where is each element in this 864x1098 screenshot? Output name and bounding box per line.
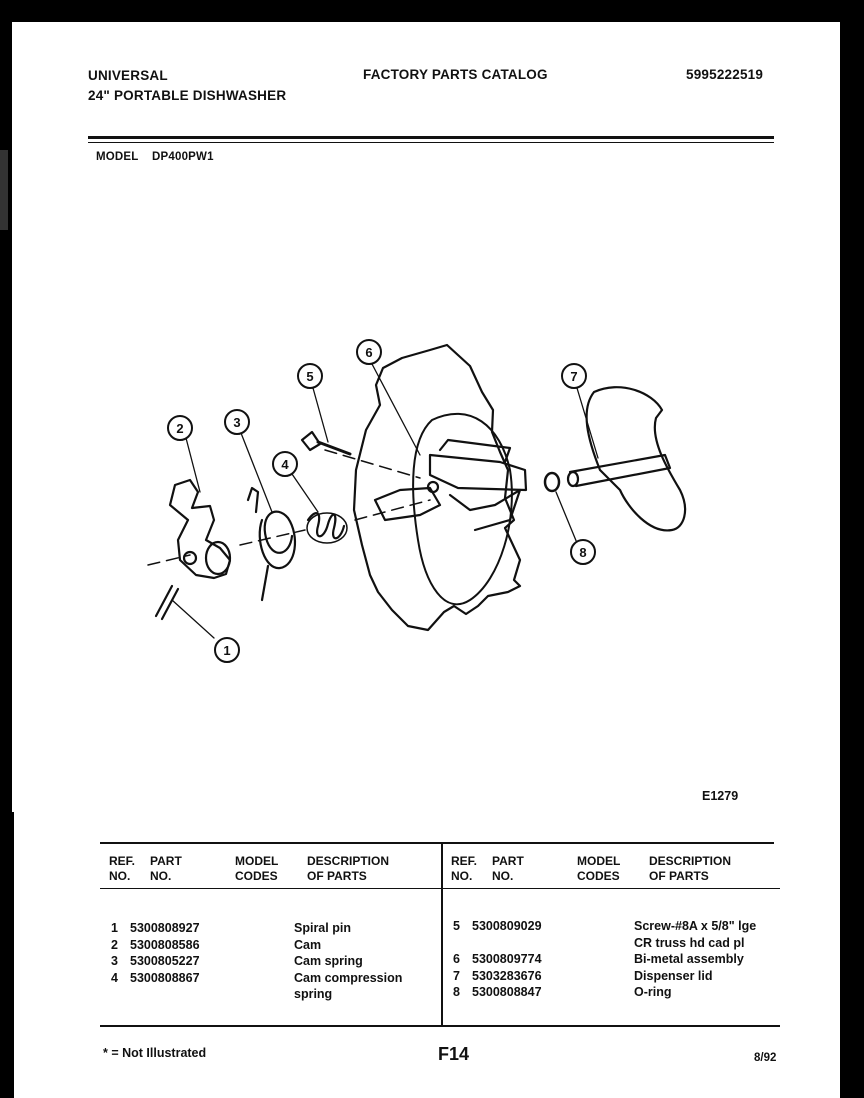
col-model-right: MODEL CODES bbox=[577, 854, 621, 883]
table-cell: 5300805227 bbox=[130, 954, 200, 968]
o-ring bbox=[545, 473, 559, 491]
cam-pin-hole bbox=[184, 552, 196, 564]
callout-label-8: 8 bbox=[579, 545, 587, 560]
bimetal-bracket bbox=[375, 488, 440, 520]
brand-name: UNIVERSAL bbox=[88, 68, 168, 83]
product-name: 24" PORTABLE DISHWASHER bbox=[88, 88, 287, 103]
table-cell: 4 bbox=[111, 970, 118, 985]
revision-date: 8/92 bbox=[754, 1052, 777, 1064]
model-label: MODEL bbox=[96, 151, 139, 163]
table-cell: CR truss hd cad pl bbox=[634, 935, 745, 950]
callout-label-7: 7 bbox=[570, 369, 578, 384]
table-cell: 5300808927 bbox=[130, 921, 200, 935]
table-cell: Screw-#8A x 5/8" lge bbox=[634, 919, 757, 933]
table-cell: Cam bbox=[294, 937, 322, 952]
leader-6 bbox=[372, 364, 420, 455]
lid-pin-end bbox=[568, 472, 578, 486]
model-number: DP400PW1 bbox=[152, 151, 214, 163]
cam-spring-hook bbox=[248, 488, 258, 512]
col-ref-right: REF. NO. bbox=[451, 854, 478, 883]
col-part-right: PART NO. bbox=[492, 854, 524, 883]
leader-4 bbox=[292, 474, 318, 512]
col-desc-right: DESCRIPTION OF PARTS bbox=[649, 854, 732, 883]
table-cell: Cam spring bbox=[294, 954, 363, 968]
table-cell: 5300808867 bbox=[130, 970, 200, 985]
callout-label-1: 1 bbox=[223, 643, 231, 658]
table-cell: Spiral pin bbox=[294, 921, 351, 935]
table-cell: Dispenser lid bbox=[634, 968, 713, 983]
table-cell: 5300809029 bbox=[472, 919, 542, 933]
table-cell: 8 bbox=[453, 985, 460, 999]
left-part-column bbox=[130, 920, 200, 986]
table-cell: 5303283676 bbox=[472, 968, 542, 983]
dispenser-lid bbox=[587, 387, 685, 530]
col-desc-left: DESCRIPTION OF PARTS bbox=[307, 854, 390, 883]
right-ref-column bbox=[453, 918, 460, 1001]
col-model-left: MODEL CODES bbox=[235, 854, 279, 883]
table-cell: 2 bbox=[111, 937, 118, 952]
right-desc-column bbox=[634, 918, 756, 1001]
table-cell: 6 bbox=[453, 952, 460, 966]
table-rule-bottom bbox=[100, 1025, 780, 1027]
table-divider bbox=[441, 842, 443, 1026]
table-cell: 7 bbox=[453, 968, 460, 983]
table-cell: O-ring bbox=[634, 985, 672, 999]
table-rule-top bbox=[100, 842, 774, 844]
lid-pin bbox=[570, 455, 670, 486]
page-code: F14 bbox=[438, 1044, 470, 1064]
table-cell: 1 bbox=[111, 921, 118, 935]
table-cell: 3 bbox=[111, 954, 118, 968]
right-part-column bbox=[472, 918, 542, 1001]
figure-code: E1279 bbox=[702, 789, 739, 803]
table-cell: Bi-metal assembly bbox=[634, 952, 744, 966]
callout-label-5: 5 bbox=[306, 369, 314, 384]
callout-label-4: 4 bbox=[281, 457, 289, 472]
col-ref-left: REF. NO. bbox=[109, 854, 136, 883]
leader-8 bbox=[556, 492, 577, 543]
not-illustrated-note: * = Not Illustrated bbox=[103, 1046, 207, 1060]
table-cell: spring bbox=[294, 987, 333, 1001]
left-desc-column bbox=[294, 920, 402, 1003]
leader-1 bbox=[172, 600, 214, 638]
leader-5 bbox=[313, 388, 328, 442]
callout-label-3: 3 bbox=[233, 415, 241, 430]
table-rule-header bbox=[100, 888, 780, 889]
cam-spring-tail bbox=[262, 566, 268, 600]
callout-label-6: 6 bbox=[365, 345, 373, 360]
table-cell: 5300809774 bbox=[472, 952, 542, 966]
callout-label-2: 2 bbox=[176, 421, 184, 436]
table-cell: 5300808586 bbox=[130, 937, 200, 952]
catalog-title: FACTORY PARTS CATALOG bbox=[363, 67, 548, 82]
col-part-left: PART NO. bbox=[150, 854, 182, 883]
table-cell: Cam compression bbox=[294, 970, 403, 985]
table-cell: 5300808847 bbox=[472, 985, 542, 999]
table-cell: 5 bbox=[453, 919, 460, 933]
catalog-number: 5995222519 bbox=[686, 67, 764, 82]
left-ref-column bbox=[111, 920, 118, 986]
cam-body bbox=[170, 480, 230, 578]
leader-7 bbox=[577, 388, 598, 458]
